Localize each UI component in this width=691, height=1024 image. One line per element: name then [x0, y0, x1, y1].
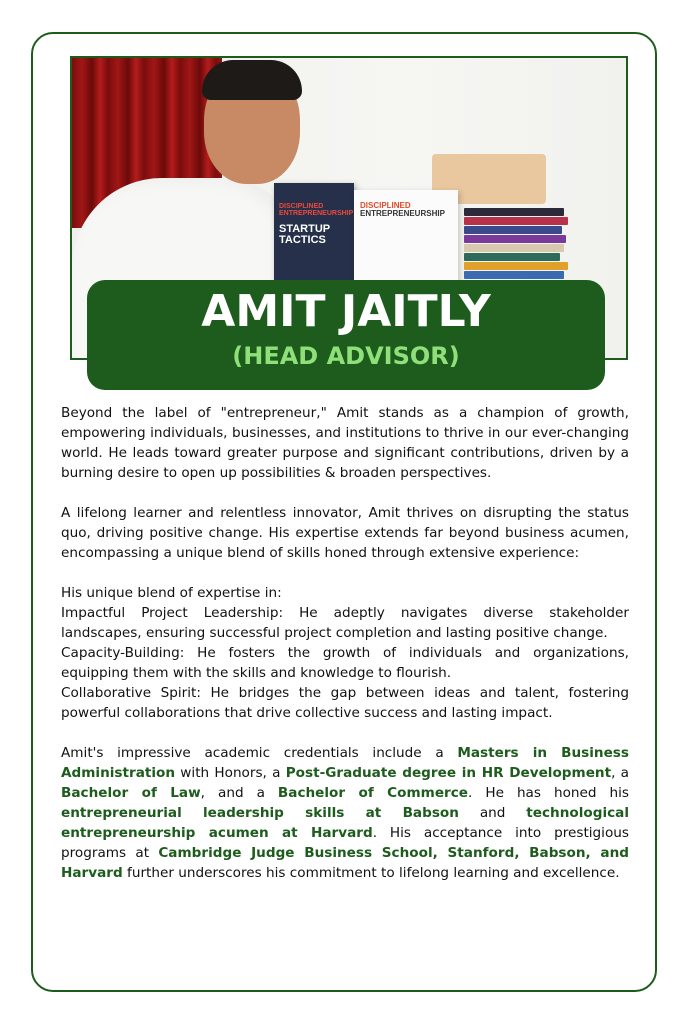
expertise-heading: His unique blend of expertise in: — [61, 585, 282, 601]
credential-hr-development: Post-Graduate degree in HR Development — [285, 765, 612, 781]
credentials-text: and — [458, 805, 527, 821]
credentials-text: , and a — [200, 785, 278, 801]
book1-subtitle: STARTUP TACTICS — [279, 222, 330, 247]
expertise-item-collaboration: Collaborative Spirit: He bridges the gap between ideas and talent, fostering powerful collaborations that drive collective success and lasting impact. — [61, 685, 629, 721]
credential-mba: Masters in Business Administration — [61, 745, 629, 781]
credentials-text: Amit's impressive academic credentials include a — [61, 745, 458, 761]
bio-paragraph-2: A lifelong learner and relentless innovator, Amit thrives on disrupting the status quo, driving positive change. His expertise extends far beyond business acumen, encompassing a unique blend of skills honed through extensive experience: — [61, 505, 629, 561]
credentials-text: , a — [611, 765, 629, 781]
book-startup-tactics — [274, 183, 354, 283]
book-disciplined-entrepreneurship — [354, 190, 458, 282]
book-stack — [464, 208, 574, 280]
credentials-text: . His acceptance into prestigious programs at — [61, 825, 629, 861]
credential-programs: Cambridge Judge Business School, Stanford, Babson, and Harvard — [61, 845, 629, 881]
book2-subtitle: ENTREPRENEURSHIP — [360, 209, 445, 219]
bio-content — [61, 403, 629, 883]
person-name: AMIT JAITLY — [201, 286, 491, 337]
bio-paragraph-1: Beyond the label of "entrepreneur," Amit stands as a champion of growth, empowering individuals, businesses, and institutions to thrive in our ever-changing world. He leads toward greater purpose and significant contributions, driven by a burning desire to open up possibilities & broaden perspectives. — [61, 405, 629, 481]
credentials-paragraph — [61, 743, 629, 883]
book1-title: DISCIPLINED ENTREPRENEURSHIP — [279, 203, 354, 218]
person-hair — [202, 60, 302, 100]
credential-commerce: Bachelor of Commerce — [277, 785, 469, 801]
name-banner — [87, 280, 605, 390]
expertise-item-leadership: Impactful Project Leadership: He adeptly navigates diverse stakeholder landscapes, ensuring successful project completion and lasting positive change. — [61, 605, 629, 641]
book2-title: DISCIPLINED — [360, 201, 411, 210]
person-role: (HEAD ADVISOR) — [232, 342, 460, 370]
credential-law: Bachelor of Law — [61, 785, 201, 801]
credentials-text: . He has honed his — [468, 785, 629, 801]
expertise-item-capacity: Capacity-Building: He fosters the growth of individuals and organizations, equipping them with the skills and knowledge to flourish. — [61, 645, 629, 681]
credentials-text: with Honors, a — [175, 765, 286, 781]
credential-babson-leadership: entrepreneurial leadership skills at Babson — [61, 805, 459, 821]
credentials-text: further underscores his commitment to lifelong learning and excellence. — [122, 865, 620, 881]
credential-harvard-tech: technological entrepreneurship acumen at Harvard — [61, 805, 629, 841]
